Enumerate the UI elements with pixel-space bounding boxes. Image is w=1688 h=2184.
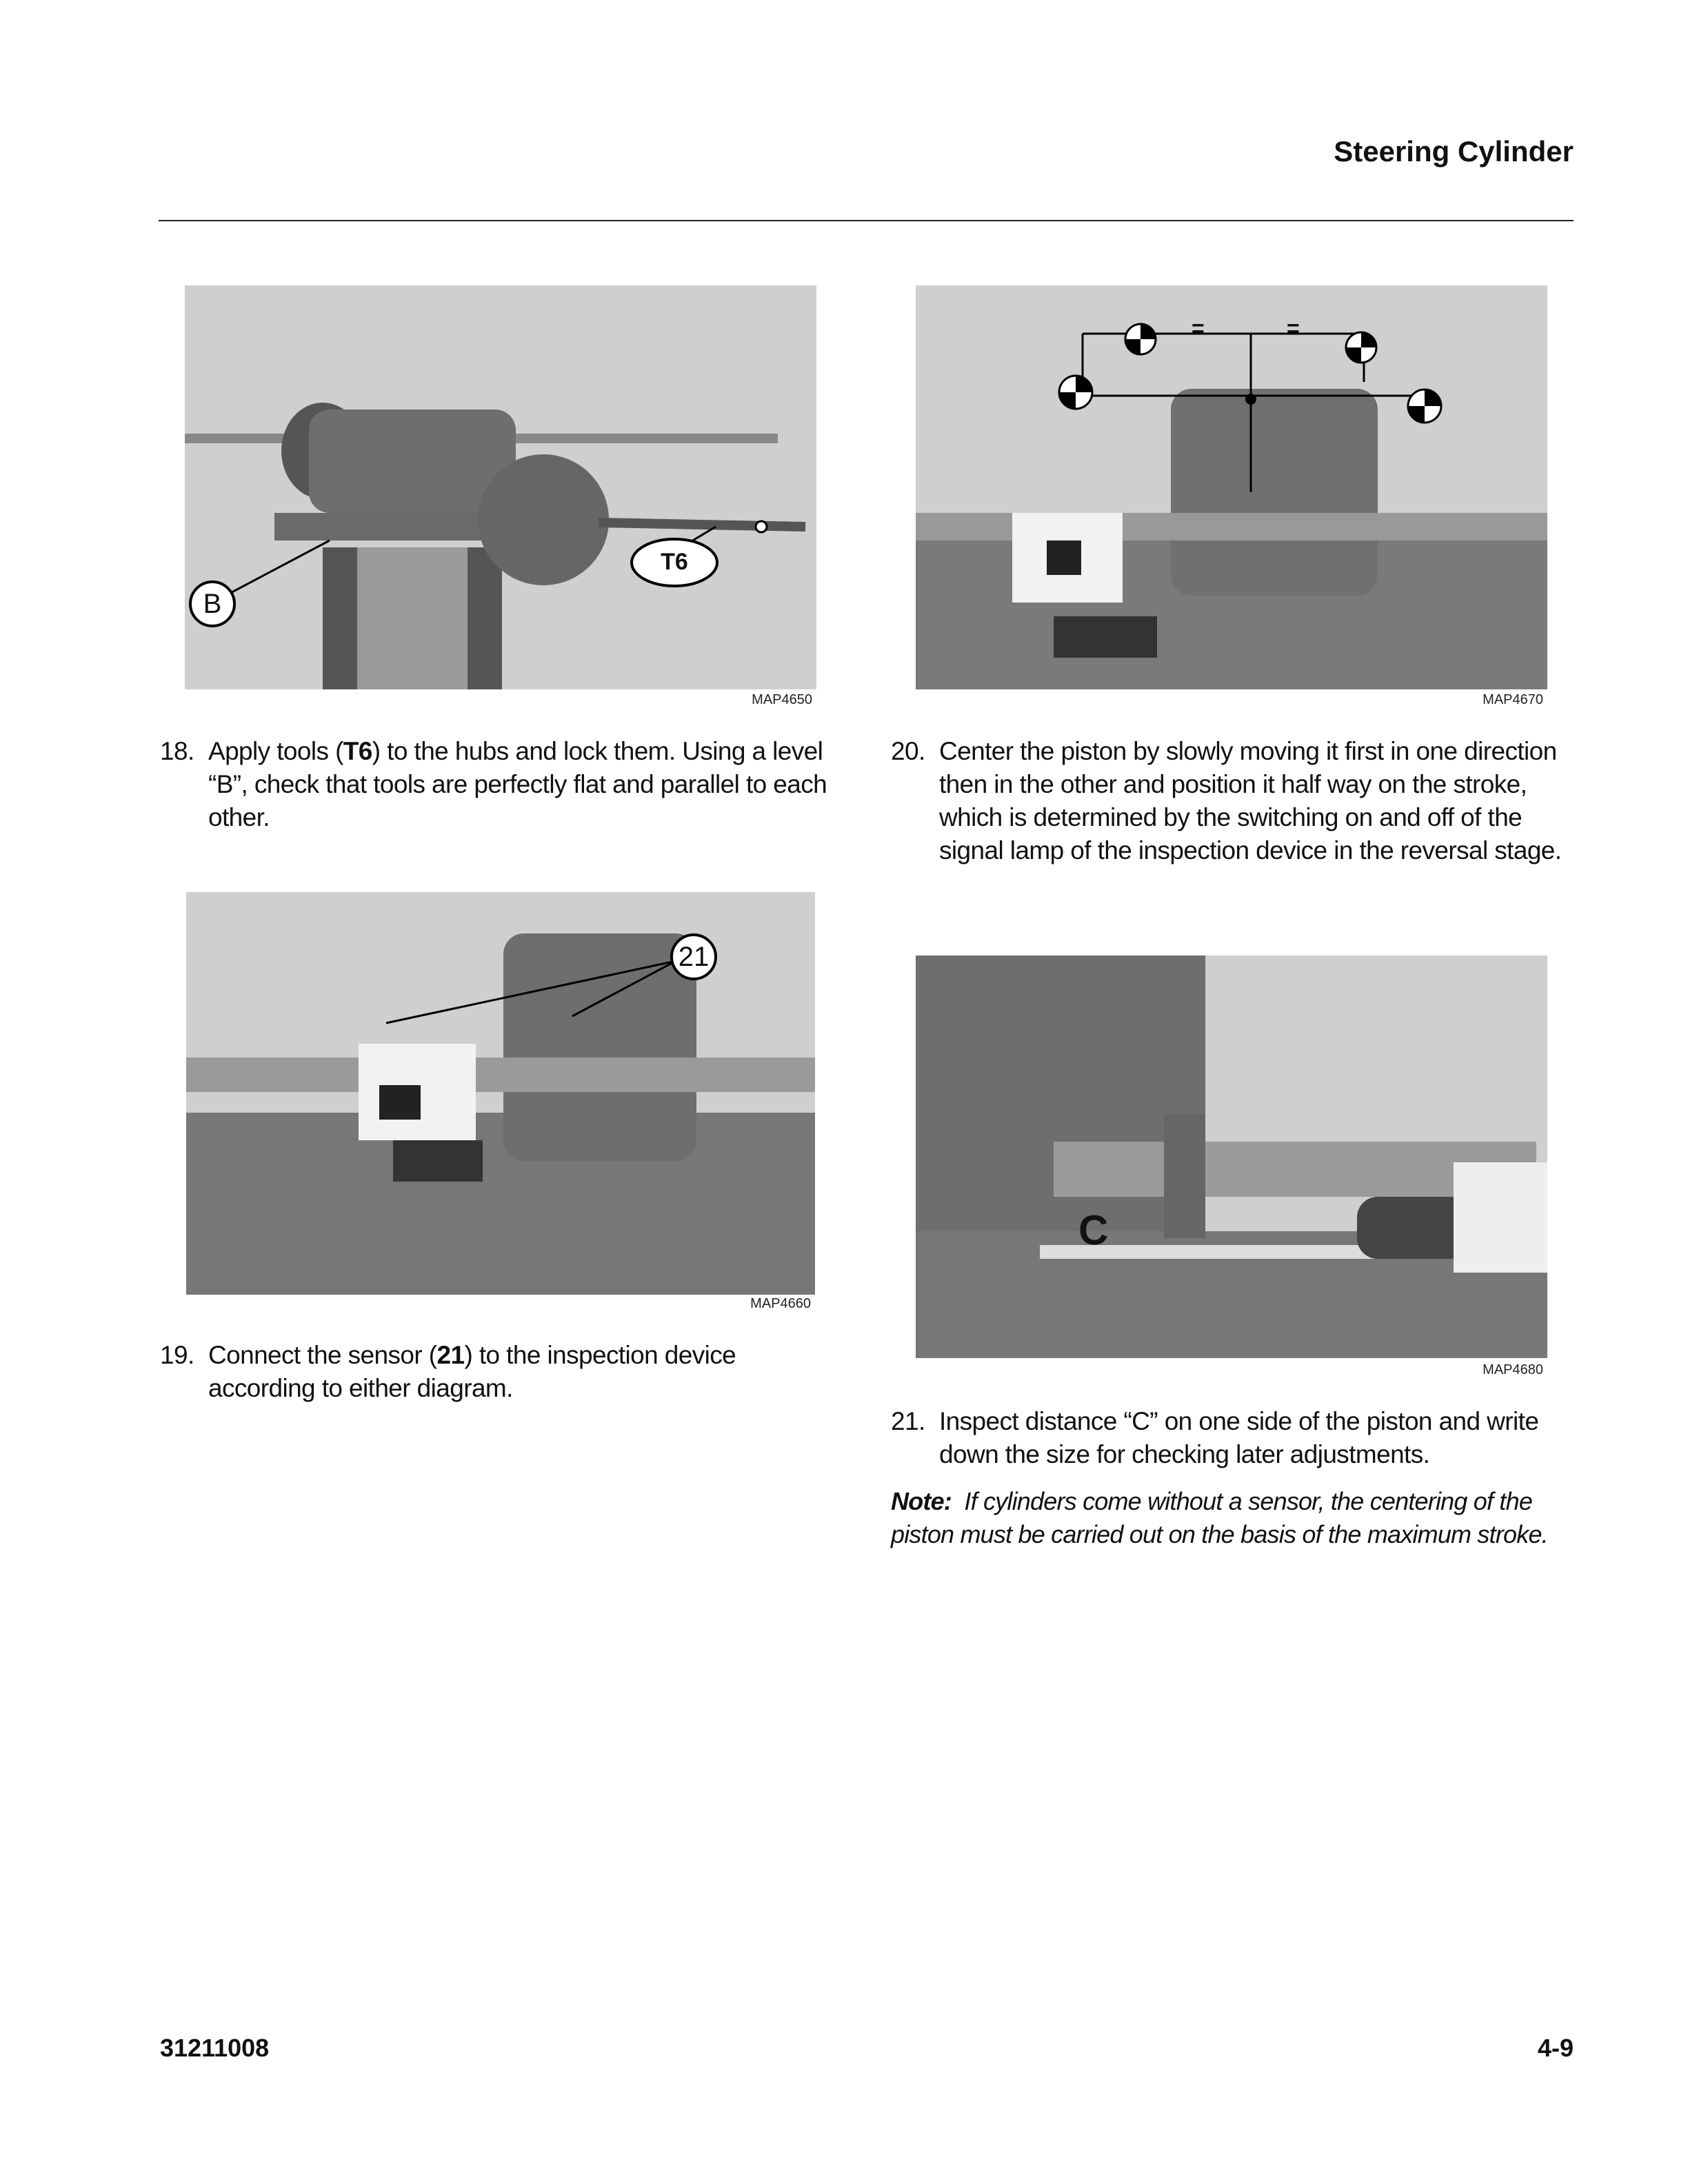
- step-text: Center the piston by slowly moving it first in one direction then in the other and position it half way on the stroke, which is determined by the switching on and off of the signal lamp of the inspection device in the reversal stage.: [939, 737, 1562, 865]
- step-text: Apply tools (: [208, 737, 343, 765]
- page-number: 4-9: [1537, 2034, 1574, 2062]
- callout-21: 21: [678, 942, 710, 972]
- step-20: [891, 735, 1580, 907]
- header-divider: [159, 220, 1574, 221]
- step-text: Inspect distance “C” on one side of the piston and write down the size for checking later adjustments.: [939, 1407, 1539, 1468]
- step-text: ) to the inspection device according to either diagram.: [208, 1341, 736, 1402]
- figure-map4650: [185, 285, 816, 689]
- step-18: [160, 735, 850, 838]
- note-label: Note:: [891, 1487, 952, 1515]
- document-number: 31211008: [160, 2034, 270, 2062]
- figure-caption: MAP4650: [752, 692, 812, 707]
- step-number: 21.: [891, 1407, 925, 1435]
- tool-ref: T6: [343, 737, 372, 765]
- page-title: Steering Cylinder: [1334, 135, 1574, 168]
- step-text: ) to the hubs and lock them. Using a level “B”, check that tools are perfectly flat and parallel to each other.: [208, 737, 827, 831]
- figure-map4660: [186, 892, 815, 1295]
- note: [891, 1485, 1580, 1551]
- equal-mark-left: =: [1192, 316, 1205, 341]
- callout-t6: T6: [661, 549, 688, 575]
- distance-c-measurement-illustration: [916, 956, 1547, 1358]
- callout-b: B: [203, 589, 222, 619]
- step-number: 19.: [160, 1341, 194, 1369]
- figure-map4680: [916, 956, 1547, 1358]
- step-19: [160, 1339, 850, 1408]
- figure-caption: MAP4670: [1483, 692, 1543, 707]
- callout-c: C: [1078, 1207, 1109, 1253]
- note-text: If cylinders come without a sensor, the centering of the piston must be carried out on the basis of the maximum stroke.: [891, 1487, 1548, 1548]
- step-number: 18.: [160, 737, 194, 765]
- figure-map4670: [916, 285, 1547, 689]
- step-number: 20.: [891, 737, 925, 765]
- part-ref: 21: [436, 1341, 465, 1369]
- step-21: [891, 1405, 1580, 1474]
- steering-axle-with-tools-illustration: [185, 285, 816, 689]
- equal-mark-right: =: [1287, 316, 1300, 341]
- figure-caption: MAP4680: [1483, 1362, 1543, 1377]
- sensor-connection-illustration: [186, 892, 815, 1295]
- step-text: Connect the sensor (: [208, 1341, 437, 1369]
- piston-centering-diagram: [916, 285, 1547, 689]
- figure-caption: MAP4660: [750, 1296, 811, 1311]
